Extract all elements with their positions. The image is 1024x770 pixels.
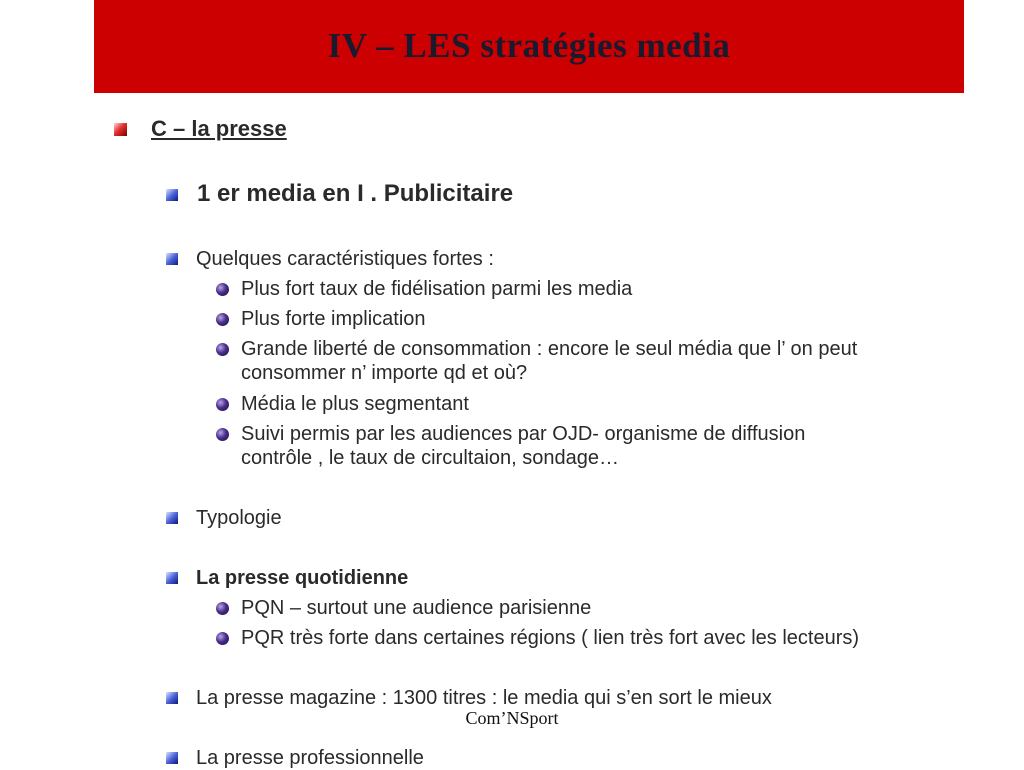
blue-square-bullet-icon xyxy=(166,512,178,524)
blue-square-bullet-icon xyxy=(166,189,178,201)
red-square-bullet-icon xyxy=(114,123,127,136)
list-item-continuation: consommer n’ importe qd et où? xyxy=(241,362,528,384)
purple-dot-bullet-icon xyxy=(216,313,229,326)
professionnelle-label: La presse professionnelle xyxy=(196,747,424,769)
section-heading: C – la presse xyxy=(151,116,287,141)
blue-square-bullet-icon xyxy=(166,253,178,265)
slide-title: IV – LES stratégies media xyxy=(327,26,731,65)
list-item: PQN – surtout une audience parisienne xyxy=(241,597,592,619)
list-item-continuation: contrôle , le taux de circultaion, sondage… xyxy=(241,447,619,469)
list-item: PQR très forte dans certaines régions ( lien très fort avec les lecteurs) xyxy=(241,627,860,649)
magazine-label: La presse magazine : 1300 titres : le media qui s’en sort le mieux xyxy=(196,687,772,709)
purple-dot-bullet-icon xyxy=(216,428,229,441)
purple-dot-bullet-icon xyxy=(216,398,229,411)
footer-text: Com’NSport xyxy=(465,708,559,728)
purple-dot-bullet-icon xyxy=(216,602,229,615)
typologie-label: Typologie xyxy=(196,507,282,529)
blue-square-bullet-icon xyxy=(166,572,178,584)
title-bar xyxy=(94,0,964,93)
list-item: Plus forte implication xyxy=(241,308,426,330)
blue-square-bullet-icon xyxy=(166,692,178,704)
list-item: Grande liberté de consommation : encore le seul média que l’ on peut xyxy=(241,338,858,360)
characteristics-label: Quelques caractéristiques fortes : xyxy=(196,248,494,270)
purple-dot-bullet-icon xyxy=(216,343,229,356)
subheading: 1 er media en I . Publicitaire xyxy=(197,180,514,207)
quotidienne-label: La presse quotidienne xyxy=(196,567,409,589)
list-item: Plus fort taux de fidélisation parmi les media xyxy=(241,278,633,300)
blue-square-bullet-icon xyxy=(166,752,178,764)
purple-dot-bullet-icon xyxy=(216,283,229,296)
list-item: Média le plus segmentant xyxy=(241,393,469,415)
list-item: Suivi permis par les audiences par OJD- organisme de diffusion xyxy=(241,423,806,445)
purple-dot-bullet-icon xyxy=(216,632,229,645)
